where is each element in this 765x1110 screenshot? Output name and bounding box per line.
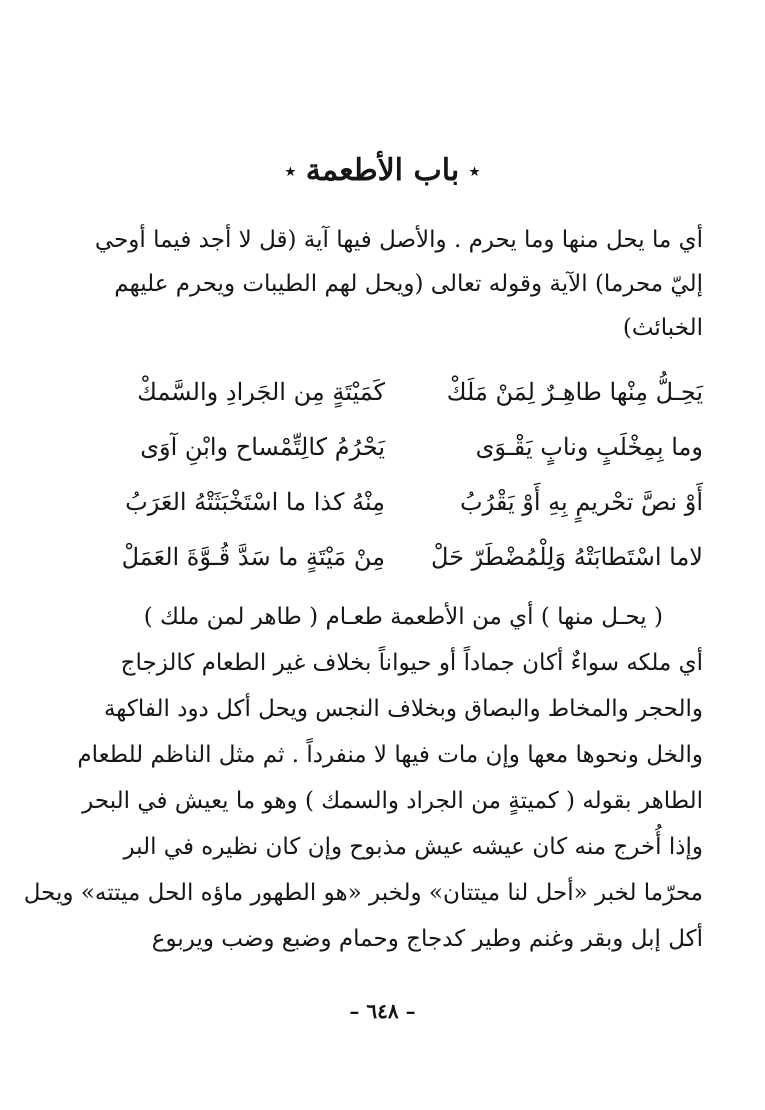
commentary-line: محرّما لخبر «أحل لنا ميتتان» ولخبر «هو الطهور ماؤه الحل ميتته» ويحل xyxy=(23,880,703,906)
verse-first-hemistich: أَوْ نصَّ تحْريمٍ بِهِ أَوْ يَقْرُبُ xyxy=(459,488,703,516)
commentary-paragraph xyxy=(23,594,703,962)
intro-line: الخبائث) xyxy=(622,315,703,341)
intro-paragraph xyxy=(95,218,703,350)
verse-first-hemistich: يَحِـلُّ مِنْها طاهِـرٌ لِمَنْ مَلَكْ xyxy=(446,378,703,406)
poem-verses xyxy=(95,365,703,585)
page-number: – ٦٤٨ – xyxy=(349,999,416,1023)
verse-second-hemistich: مِنْهُ كذا ما اسْتَخْبَثَتْهُ العَرَبُ xyxy=(125,488,385,516)
verse-first-hemistich: وما بِمِخْلَبٍ ونابٍ يَقْـوَى xyxy=(475,433,703,461)
title-ornament-right: ٭ xyxy=(469,161,480,182)
verse-second-hemistich: يَحْرُمُ كالِتِّمْساح وابْنِ آوَى xyxy=(140,433,385,461)
commentary-line: أكل إبل وبقر وغنم وطير كدجاج وحمام وضبع وضب ويربوع xyxy=(151,926,703,952)
verse-line xyxy=(95,420,703,475)
commentary-line: وإذا أُخرج منه كان عيشه عيش مذبوح وإن كان نظيره في البر xyxy=(123,834,703,860)
verse-second-hemistich: كَمَيْتَةٍ مِن الجَرادِ والسَّمكْ xyxy=(137,378,385,406)
intro-line: أي ما يحل منها وما يحرم . والأصل فيها آية (قل لا أجد فيما أوحي xyxy=(94,227,703,253)
intro-line: إليّ محرما) الآية وقوله تعالى (ويحل لهم الطيبات ويحرم عليهم xyxy=(114,271,703,297)
commentary-line: والحجر والمخاط والبصاق وبخلاف النجس ويحل أكل دود الفاكهة xyxy=(103,696,703,722)
commentary-line: والخل ونحوها معها وإن مات فيها لا منفرداً . ثم مثل الناظم للطعام xyxy=(77,742,703,768)
chapter-title xyxy=(0,148,765,195)
commentary-line: أي ملكه سواءٌ أكان جماداً أو حيواناً بخلاف غير الطعام كالزجاج xyxy=(120,650,703,676)
commentary-line: ( يحـل منها ) أي من الأطعمة طعـام ( طاهر لمن ملك ) xyxy=(143,604,663,630)
verse-first-hemistich: لاما اسْتَطابَتْهُ وَلِلْمُضْطَرّ حَلْ xyxy=(430,543,703,571)
verse-line xyxy=(95,365,703,420)
commentary-line: الطاهر بقوله ( كميتةٍ من الجراد والسمك ) وهو ما يعيش في البحر xyxy=(82,788,703,814)
verse-line xyxy=(95,530,703,585)
chapter-title-text: باب الأطعمة xyxy=(305,153,460,188)
verse-line xyxy=(95,475,703,530)
title-ornament-left: ٭ xyxy=(285,161,296,182)
verse-second-hemistich: مِنْ مَيْتَةٍ ما سَدَّ قُـوَّةَ العَمَلْ xyxy=(121,543,385,571)
